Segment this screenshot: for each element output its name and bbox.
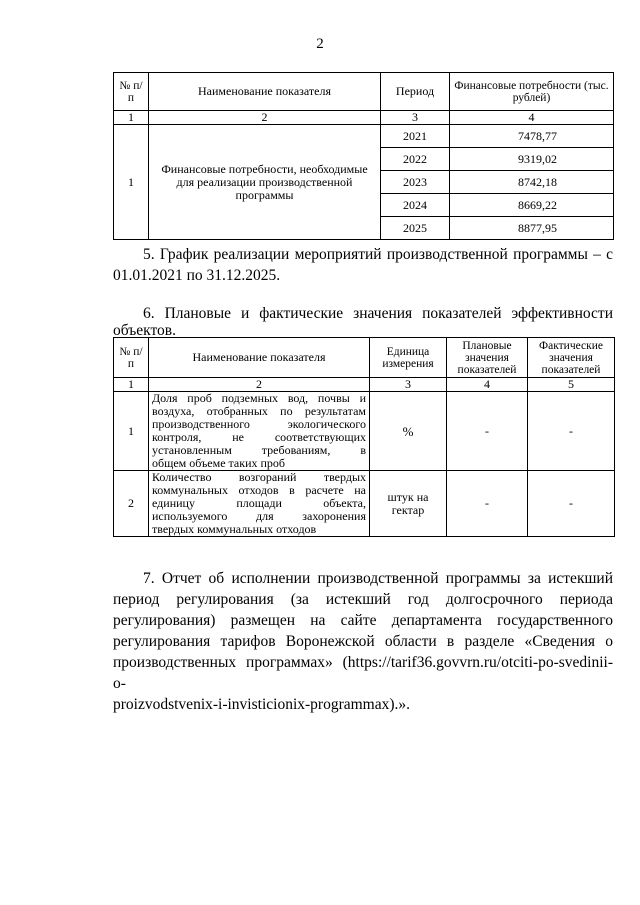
indicator-line: контроля, не соответствующих [152,430,366,444]
table2-row-num: 2 [114,471,149,537]
table2-header-num: № п/п [114,338,149,378]
table1-value: 8877,95 [450,217,614,240]
table2-colnum: 3 [370,378,447,392]
indicator-line: единицу площади объекта, [152,496,366,510]
table1-colnum: 4 [450,111,614,125]
table1-period: 2022 [381,148,450,171]
table2-fact: - [528,392,615,471]
table1-row-num: 1 [114,125,149,240]
indicator-line: общем объеме таких проб [152,456,286,470]
table1-header-indicator: Наименование показателя [149,73,381,111]
indicator-line: коммунальных отходов в расчете на [152,483,366,497]
table2-header-plan: Плановые значения показателей [447,338,528,378]
table2-indicator [149,471,370,537]
table2-fact: - [528,471,615,537]
table1-period: 2025 [381,217,450,240]
table2-indicator [149,392,370,471]
table2-header-unit: Единица измерения [370,338,447,378]
table1-value: 8669,22 [450,194,614,217]
indicator-line: используемого для захоронения [152,509,366,523]
table1-period: 2024 [381,194,450,217]
paragraph-5-line: 5. График реализации мероприятий производственной программы – с [143,246,613,263]
table1-header-period: Период [381,73,450,111]
table1-period: 2021 [381,125,450,148]
indicator-line: твердых коммунальных отходов [152,522,317,536]
paragraph-7-line: период регулирования (за истекший год долгосрочного периода [113,591,613,608]
paragraph-7 [113,568,613,715]
paragraph-7-line: proizvodstvenix-i-invisticionix-programmax).». [113,696,411,713]
financial-needs-table [113,72,614,240]
table2-plan: - [447,471,528,537]
table1-value: 8742,18 [450,171,614,194]
paragraph-6-line: 6. Плановые и фактические значения показателей эффективности [143,305,613,322]
table2-unit: штук на гектар [370,471,447,537]
paragraph-7-line: 7. Отчет об исполнении производственной программы за истекший [143,570,613,587]
indicator-line: установленным требованиям, в [152,443,366,457]
table2-row-num: 1 [114,392,149,471]
indicator-line: Доля проб подземных вод, почвы и [152,391,366,405]
table2-colnum: 2 [149,378,370,392]
efficiency-indicators-table [113,337,615,537]
table1-colnum: 1 [114,111,149,125]
table1-indicator: Финансовые потребности, необходимые для реализации производственной программы [149,125,381,240]
paragraph-7-line: регулирования) размещен на сайте департамента государственного [113,612,613,629]
table2-colnum: 1 [114,378,149,392]
paragraph-7-line: производственных программах» (https://tarif36.govvrn.ru/otciti-po-svedinii-o- [113,654,613,692]
table2-plan: - [447,392,528,471]
table1-period: 2023 [381,171,450,194]
indicator-line: воздуха, отобранных по результатам [152,404,366,418]
table1-colnum: 3 [381,111,450,125]
table1-header-value: Финансовые потребности (тыс. рублей) [450,73,614,111]
table1-header-num: № п/п [114,73,149,111]
table2-unit: % [370,392,447,471]
table2-colnum: 4 [447,378,528,392]
indicator-line: Количество возгораний твердых [152,470,366,484]
paragraph-6-line: объектов. [113,322,176,339]
page-number: 2 [316,36,324,52]
table2-header-indicator: Наименование показателя [149,338,370,378]
table2-header-fact: Фактические значения показателей [528,338,615,378]
paragraph-5-line: 01.01.2021 по 31.12.2025. [113,267,281,284]
table1-value: 7478,77 [450,125,614,148]
table1-value: 9319,02 [450,148,614,171]
indicator-line: производственного экологического [152,417,366,431]
table2-colnum: 5 [528,378,615,392]
paragraph-6 [113,303,613,338]
paragraph-5 [113,244,613,286]
table1-colnum: 2 [149,111,381,125]
paragraph-7-line: регулирования тарифов Воронежской области в разделе «Сведения о [113,633,613,650]
